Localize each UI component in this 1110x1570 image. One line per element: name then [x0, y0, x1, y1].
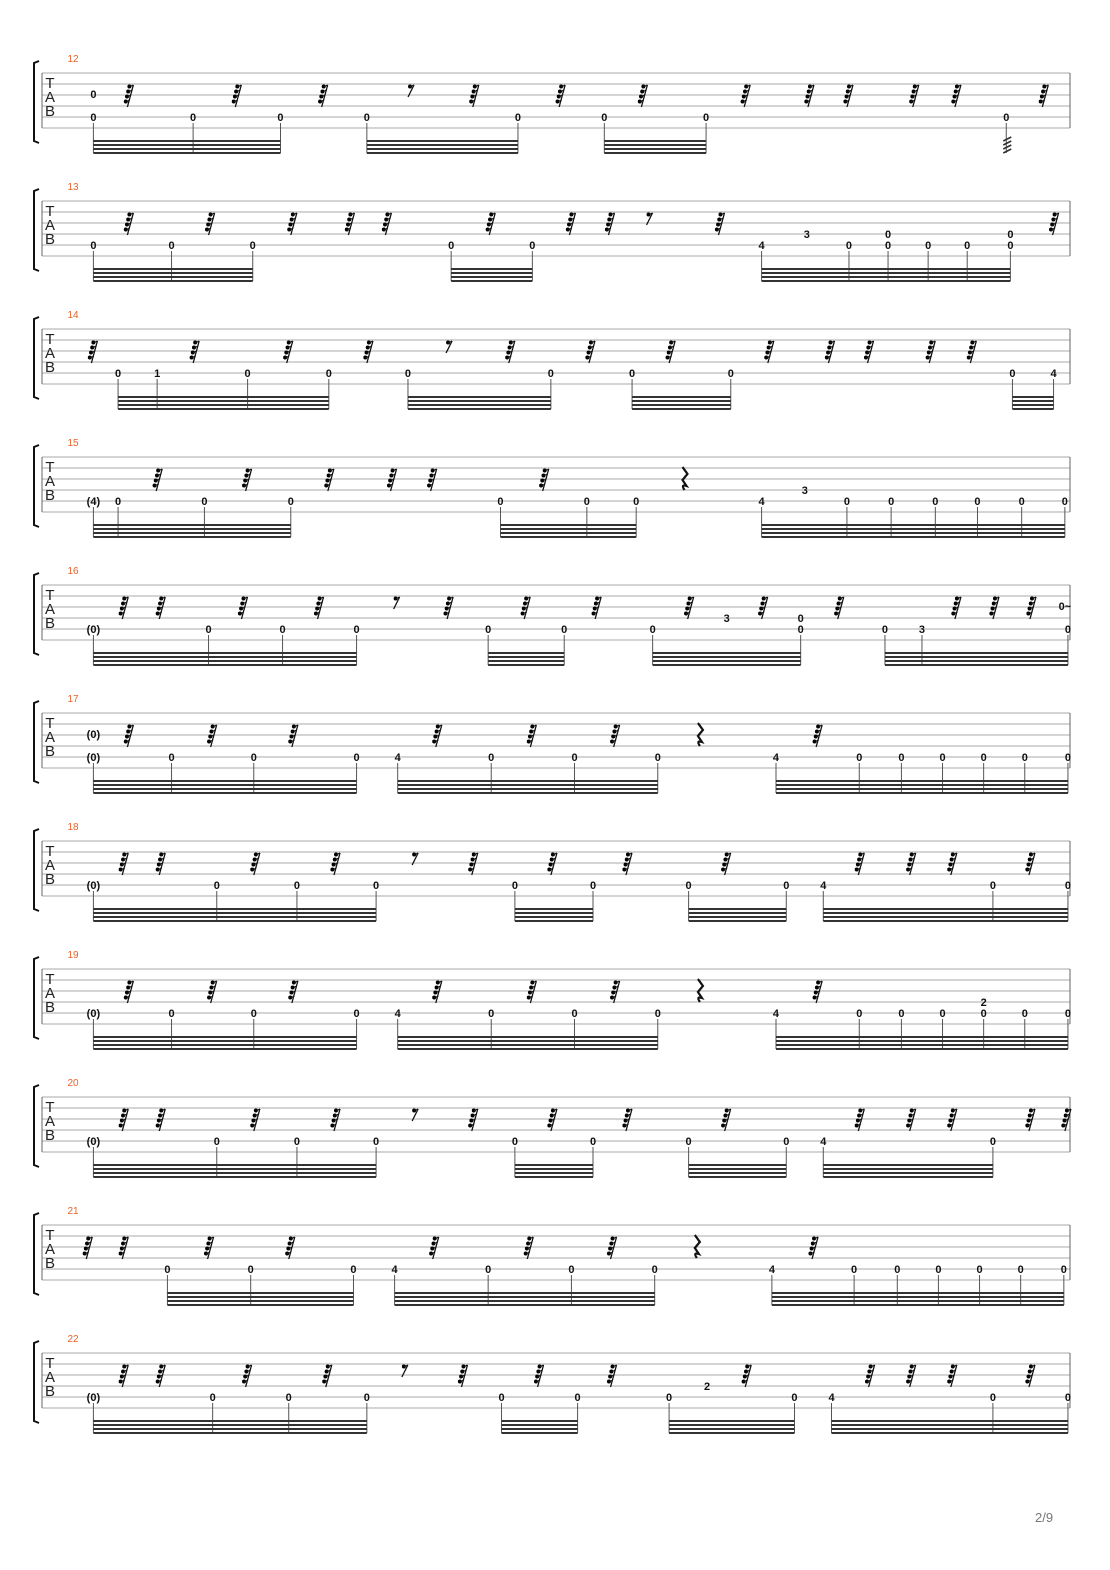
- fret-number: (0): [86, 880, 101, 892]
- fret-number: 0: [485, 624, 492, 636]
- fret-number: 0: [980, 752, 987, 764]
- fret-number: 0: [201, 496, 208, 508]
- fret-number: 0: [514, 112, 522, 124]
- fret-number: 0: [168, 752, 175, 764]
- fret-number: 0: [856, 752, 863, 764]
- system-bracket: [34, 61, 39, 143]
- tab-clef-letter: A: [44, 89, 56, 106]
- fret-number: (0): [86, 1392, 101, 1404]
- fret-number: (0): [86, 729, 101, 741]
- fret-number: 0: [1009, 368, 1016, 380]
- fret-number: 0: [727, 368, 734, 380]
- tab-clef-letter: T: [45, 1099, 55, 1116]
- tab-clef-letter: B: [44, 871, 56, 888]
- tab-system-22: [34, 1334, 1071, 1433]
- fret-number: 0: [583, 496, 590, 508]
- fret-number: 0: [939, 1008, 946, 1020]
- fret-number: 0: [498, 1392, 505, 1404]
- fret-number: 0: [845, 240, 853, 252]
- fret-number: 0: [1021, 1008, 1028, 1020]
- fret-number: 0: [685, 880, 692, 892]
- fret-number: 0: [244, 368, 251, 380]
- fret-number: 0: [791, 1392, 798, 1404]
- fret-number: 0: [980, 1008, 987, 1020]
- fret-number: 0: [1017, 1264, 1024, 1276]
- system-bracket: [34, 701, 39, 783]
- tab-system-15: [34, 438, 1070, 537]
- measure-number: 22: [67, 1334, 79, 1345]
- tab-clef-letter: T: [45, 75, 55, 92]
- tab-clef-letter: T: [45, 715, 55, 732]
- system-bracket: [34, 445, 39, 527]
- fret-number: 0: [485, 1264, 492, 1276]
- fret-number: 0: [213, 1136, 220, 1148]
- tab-system-14: [34, 310, 1070, 409]
- fret-number: 0: [898, 1008, 905, 1020]
- fret-number: 0: [511, 1136, 518, 1148]
- fret-number: 0: [115, 496, 122, 508]
- fret-number: 2: [704, 1381, 711, 1393]
- fret-number: 0: [325, 368, 332, 380]
- fret-number: 0: [247, 1264, 254, 1276]
- fret-number: 0: [279, 624, 286, 636]
- fret-number: 0: [373, 1136, 380, 1148]
- tab-clef-letter: B: [44, 999, 56, 1016]
- fret-number: 0~: [1058, 601, 1072, 613]
- fret-number: 0: [783, 880, 790, 892]
- fret-number: 0: [164, 1264, 171, 1276]
- fret-number: 0: [1061, 496, 1068, 508]
- fret-number: 0: [601, 112, 608, 124]
- fret-number: 0: [1064, 880, 1072, 892]
- fret-number: 0: [851, 1264, 858, 1276]
- fret-number: 0: [363, 112, 370, 124]
- tab-clef-letter: A: [44, 985, 56, 1002]
- fret-number: 0: [488, 752, 495, 764]
- fret-number: 0: [209, 1392, 216, 1404]
- tab-clef-letter: T: [45, 1227, 55, 1244]
- fret-number: 0: [363, 1392, 370, 1404]
- tab-clef-letter: A: [44, 1113, 56, 1130]
- fret-number: 0: [589, 1136, 597, 1148]
- fret-number: 0: [649, 624, 656, 636]
- fret-number: (0): [86, 752, 101, 764]
- fret-number: 4: [391, 1264, 398, 1276]
- fret-number: 0: [448, 240, 455, 252]
- fret-number: 0: [373, 880, 380, 892]
- fret-number: 0: [974, 496, 981, 508]
- tab-clef-letter: B: [44, 1383, 56, 1400]
- fret-number: 0: [1064, 624, 1072, 636]
- fret-number: 0: [703, 112, 710, 124]
- fret-number: 4: [820, 1136, 827, 1148]
- measure-number: 15: [67, 438, 79, 449]
- tremolo-slash: [1003, 141, 1011, 145]
- measure-number: 19: [67, 950, 79, 961]
- tab-system-19: [34, 950, 1071, 1049]
- measure-number: 14: [67, 310, 79, 321]
- fret-number: 4: [394, 752, 401, 764]
- tab-system-16: [34, 566, 1072, 665]
- fret-number: 0: [353, 1008, 360, 1020]
- fret-number: 4: [772, 752, 780, 764]
- fret-number: 0: [90, 112, 97, 124]
- tab-system-21: [34, 1206, 1070, 1305]
- fret-number: 0: [1064, 1392, 1072, 1404]
- tab-clef-letter: B: [44, 1255, 56, 1272]
- fret-number: 0: [989, 1392, 996, 1404]
- fret-number: 0: [571, 752, 578, 764]
- tab-system-17: [34, 694, 1071, 793]
- fret-number: 0: [568, 1264, 575, 1276]
- fret-number: 0: [989, 880, 996, 892]
- fret-number: 0: [511, 880, 518, 892]
- tab-clef-letter: B: [44, 615, 56, 632]
- tab-system-18: [34, 822, 1071, 921]
- fret-number: 0: [964, 240, 971, 252]
- fret-number: 4: [1050, 368, 1057, 380]
- fret-number: 0: [205, 624, 212, 636]
- fret-number: 0: [651, 1264, 658, 1276]
- fret-number: 0: [353, 752, 360, 764]
- measure-number: 13: [67, 182, 79, 193]
- fret-number: 0: [629, 368, 636, 380]
- fret-number: 0: [856, 1008, 863, 1020]
- fret-number: 0: [353, 624, 360, 636]
- fret-number: 0: [293, 880, 301, 892]
- fret-number: 0: [1007, 229, 1014, 241]
- tab-system-13: [34, 182, 1070, 281]
- measure-number: 12: [67, 54, 79, 65]
- measure-number: 18: [67, 822, 79, 833]
- fret-number: 0: [350, 1264, 357, 1276]
- fret-number: 0: [90, 89, 97, 101]
- fret-number: 0: [881, 624, 889, 636]
- fret-number: 0: [571, 1008, 578, 1020]
- fret-number: 0: [1064, 1008, 1072, 1020]
- fret-number: 0: [213, 880, 220, 892]
- tab-clef-letter: B: [44, 743, 56, 760]
- tab-clef-letter: B: [44, 231, 56, 248]
- fret-number: 0: [894, 1264, 901, 1276]
- system-bracket: [34, 317, 39, 399]
- tab-clef-letter: A: [44, 1369, 56, 1386]
- tab-clef-letter: A: [44, 217, 56, 234]
- fret-number: (4): [86, 496, 101, 508]
- tab-clef-letter: B: [44, 1127, 56, 1144]
- fret-number: 4: [758, 496, 765, 508]
- fret-number: 0: [843, 496, 850, 508]
- fret-number: (0): [86, 624, 101, 636]
- fret-number: 0: [190, 112, 197, 124]
- tab-clef-letter: T: [45, 587, 55, 604]
- fret-number: 0: [287, 496, 294, 508]
- tab-clef-letter: A: [44, 473, 56, 490]
- measure-number: 21: [67, 1206, 79, 1217]
- page-number: 2/9: [1035, 1510, 1054, 1525]
- measure-number: 17: [67, 694, 79, 705]
- fret-number: 4: [768, 1264, 775, 1276]
- fret-number: 3: [723, 613, 730, 625]
- fret-number: 0: [1018, 496, 1025, 508]
- fret-number: (0): [86, 1136, 101, 1148]
- system-bracket: [34, 573, 39, 655]
- measure-number: 16: [67, 566, 79, 577]
- tab-clef-letter: A: [44, 857, 56, 874]
- tremolo-slash: [1003, 145, 1011, 149]
- fret-number: (0): [86, 1008, 101, 1020]
- tab-clef-letter: A: [44, 729, 56, 746]
- fret-number: 0: [884, 240, 892, 252]
- measure-number: 20: [67, 1078, 79, 1089]
- system-bracket: [34, 1341, 39, 1423]
- fret-number: 0: [277, 112, 284, 124]
- fret-number: 0: [939, 752, 946, 764]
- fret-number: 0: [90, 240, 97, 252]
- fret-number: 4: [772, 1008, 780, 1020]
- fret-number: 0: [404, 368, 412, 380]
- fret-number: 0: [666, 1392, 673, 1404]
- tab-clef-letter: T: [45, 1355, 55, 1372]
- system-bracket: [34, 829, 39, 911]
- tab-clef-letter: A: [44, 601, 56, 618]
- tab-clef-letter: A: [44, 345, 56, 362]
- system-bracket: [34, 957, 39, 1039]
- fret-number: 0: [168, 1008, 175, 1020]
- fret-number: 0: [633, 496, 640, 508]
- fret-number: 0: [685, 1136, 692, 1148]
- system-bracket: [34, 1213, 39, 1295]
- tab-clef-letter: A: [44, 1241, 56, 1258]
- fret-number: 0: [1021, 752, 1028, 764]
- system-bracket: [34, 189, 39, 271]
- fret-number: 0: [488, 1008, 495, 1020]
- fret-number: 0: [168, 240, 175, 252]
- fret-number: 0: [1003, 112, 1010, 124]
- fret-number: 0: [250, 1008, 257, 1020]
- tab-system-12: [34, 54, 1070, 153]
- tab-clef-letter: B: [44, 487, 56, 504]
- tab-clef-letter: B: [44, 359, 56, 376]
- fret-number: 0: [574, 1392, 581, 1404]
- fret-number: 0: [249, 240, 256, 252]
- fret-number: 0: [529, 240, 536, 252]
- tremolo-slash: [1003, 149, 1011, 153]
- tab-clef-letter: T: [45, 203, 55, 220]
- fret-number: 1: [154, 368, 161, 380]
- tremolo-slash: [1003, 137, 1011, 141]
- fret-number: 0: [293, 1136, 301, 1148]
- fret-number: 0: [976, 1264, 983, 1276]
- fret-number: 0: [884, 229, 892, 241]
- fret-number: 0: [935, 1264, 942, 1276]
- fret-number: 0: [250, 752, 257, 764]
- fret-number: 0: [497, 496, 504, 508]
- tab-clef-letter: T: [45, 331, 55, 348]
- fret-number: 4: [758, 240, 765, 252]
- fret-number: 4: [820, 880, 827, 892]
- fret-number: 3: [918, 624, 926, 636]
- fret-number: 0: [285, 1392, 292, 1404]
- fret-number: 4: [828, 1392, 835, 1404]
- fret-number: 0: [783, 1136, 790, 1148]
- tab-clef-letter: T: [45, 459, 55, 476]
- fret-number: 0: [797, 624, 804, 636]
- fret-number: 0: [561, 624, 568, 636]
- fret-number: 0: [1064, 752, 1072, 764]
- fret-number: 0: [888, 496, 895, 508]
- fret-number: 0: [1060, 1264, 1067, 1276]
- fret-number: 0: [115, 368, 122, 380]
- fret-number: 0: [654, 752, 661, 764]
- fret-number: 0: [797, 613, 804, 625]
- fret-number: 0: [898, 752, 905, 764]
- fret-number: 3: [801, 485, 808, 497]
- fret-number: 0: [989, 1136, 996, 1148]
- fret-number: 0: [925, 240, 932, 252]
- system-bracket: [34, 1085, 39, 1167]
- fret-number: 4: [394, 1008, 401, 1020]
- tab-clef-letter: B: [44, 103, 56, 120]
- tab-system-20: [34, 1078, 1071, 1177]
- fret-number: 2: [980, 997, 987, 1009]
- tab-clef-letter: T: [45, 843, 55, 860]
- fret-number: 3: [803, 229, 810, 241]
- fret-number: 0: [1007, 240, 1014, 252]
- fret-number: 0: [932, 496, 939, 508]
- fret-number: 0: [547, 368, 554, 380]
- tab-clef-letter: T: [45, 971, 55, 988]
- fret-number: 0: [589, 880, 597, 892]
- fret-number: 0: [654, 1008, 661, 1020]
